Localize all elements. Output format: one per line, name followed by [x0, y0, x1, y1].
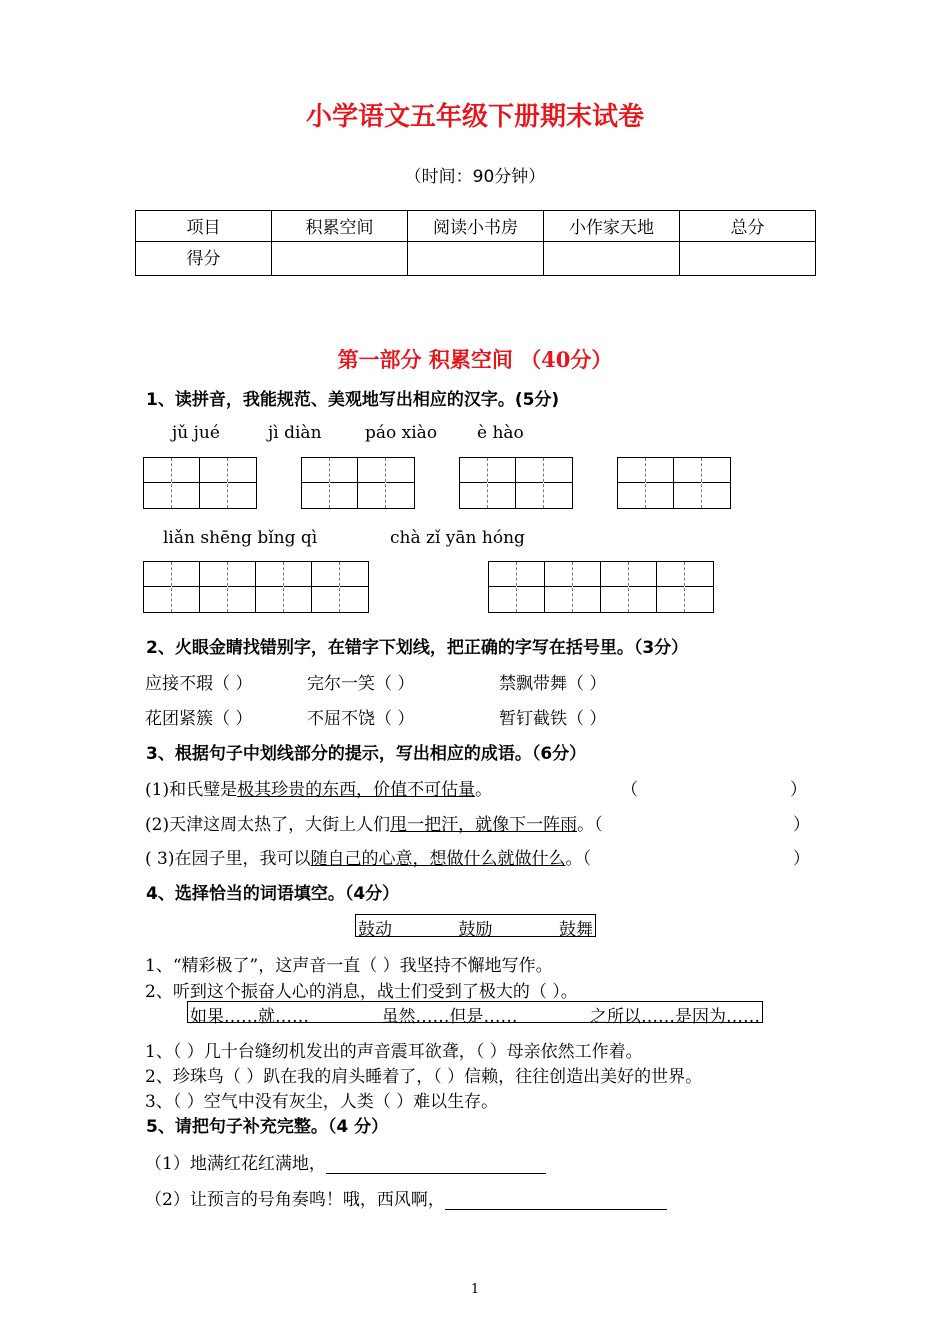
- word-option: 之所以……是因为……: [590, 1007, 760, 1027]
- q2-item: 暂钉截铁（ ）: [499, 709, 607, 729]
- q4-sentence: 1、“精彩极了”，这声音一直（ ）我坚持不懈地写作。: [145, 956, 553, 976]
- score-cell[interactable]: [544, 242, 680, 276]
- score-row-label: 得分: [136, 242, 272, 276]
- q2-title: 2、火眼金睛找错别字，在错字下划线，把正确的字写在括号里。（3分）: [146, 638, 689, 658]
- q3-text: ( 3)在园子里，我可以: [145, 849, 311, 869]
- q4-sentence: 2、珍珠鸟（ ）趴在我的肩头睡着了，（ ）信赖，往往创造出美好的世界。: [145, 1067, 703, 1087]
- q3-text: (2)天津这周太热了，大街上人们: [145, 815, 391, 835]
- q4-sentence: 3、（ ）空气中没有灰尘，人类（ ）难以生存。: [145, 1092, 499, 1112]
- q2-item: 花团紧簇（ ）: [145, 709, 253, 729]
- writing-grid[interactable]: [143, 561, 369, 613]
- q3-underlined: 甩一把汗，就像下一阵雨: [390, 815, 578, 835]
- q5-title: 5、请把句子补充完整。（4 分）: [146, 1117, 389, 1137]
- q4-sentence: 2、听到这个振奋人心的消息，战士们受到了极大的（ ）。: [145, 982, 578, 1002]
- q3-text: 。: [475, 780, 493, 800]
- q5-text: （1）地满红花红满地，: [145, 1154, 326, 1174]
- answer-blank[interactable]: [445, 1191, 667, 1210]
- pinyin: liǎn shēng bǐng qì: [163, 528, 318, 548]
- q3-title: 3、根据句子中划线部分的提示，写出相应的成语。（6分）: [146, 744, 587, 764]
- pinyin: páo xiào: [365, 423, 438, 443]
- q3-sentence: [145, 775, 492, 800]
- writing-grid[interactable]: [459, 457, 573, 509]
- word-option: 鼓励: [458, 920, 493, 940]
- pinyin: jì diàn: [268, 423, 322, 443]
- score-cell[interactable]: [680, 242, 816, 276]
- writing-grid[interactable]: [301, 457, 415, 509]
- exam-time: （时间：90分钟）: [404, 167, 546, 187]
- q3-underlined: 随自己的心意，想做什么就做什么: [310, 849, 566, 869]
- score-header: 总分: [680, 211, 816, 242]
- word-option: 鼓舞: [559, 920, 593, 940]
- q3-sentence: [145, 810, 603, 835]
- writing-grid[interactable]: [617, 457, 731, 509]
- answer-paren-open: （: [594, 815, 603, 835]
- exam-title: 小学语文五年级下册期末试卷: [305, 102, 644, 132]
- pinyin: chà zǐ yān hóng: [390, 528, 525, 548]
- score-header: 阅读小书房: [408, 211, 544, 242]
- score-cell[interactable]: [408, 242, 544, 276]
- q3-text: (1)和氏璧是: [145, 780, 238, 800]
- score-header: 积累空间: [272, 211, 408, 242]
- q3-text: 。: [565, 849, 583, 869]
- score-table: [135, 210, 816, 276]
- answer-paren-open: （: [582, 849, 591, 869]
- pinyin: jǔ jué: [172, 423, 220, 443]
- word-option: 鼓动: [358, 920, 392, 940]
- q5-sentence: [145, 1149, 546, 1174]
- word-option: 如果……就……: [190, 1007, 309, 1027]
- q3-sentence: [145, 844, 591, 869]
- q3-text: 。: [577, 815, 595, 835]
- score-header: 项目: [136, 211, 272, 242]
- q2-item: 应接不瑕（ ）: [145, 674, 253, 694]
- q4-title: 4、选择恰当的词语填空。（4分）: [146, 884, 400, 904]
- pinyin: è hào: [477, 423, 524, 443]
- page-number: 1: [470, 1282, 480, 1297]
- answer-paren-close: ）: [790, 780, 807, 800]
- word-option: 虽然……但是……: [381, 1007, 518, 1027]
- part1-title: 第一部分 积累空间 （40分）: [337, 347, 613, 372]
- q2-item: 禁飘带舞（ ）: [499, 674, 607, 694]
- q3-underlined: 极其珍贵的东西，价值不可估量: [237, 780, 476, 800]
- answer-paren-open: （: [621, 780, 638, 800]
- writing-grid[interactable]: [488, 561, 714, 613]
- word-choice-box: [187, 1001, 763, 1027]
- q5-sentence: [145, 1185, 667, 1210]
- q1-title: 1、读拼音，我能规范、美观地写出相应的汉字。(5分): [146, 390, 560, 410]
- answer-blank[interactable]: [326, 1155, 546, 1174]
- score-cell[interactable]: [272, 242, 408, 276]
- q5-text: （2）让预言的号角奏鸣！哦，西风啊，: [145, 1190, 445, 1210]
- writing-grid[interactable]: [143, 457, 257, 509]
- word-choice-box: [355, 914, 596, 940]
- score-header: 小作家天地: [544, 211, 680, 242]
- answer-paren-close: ）: [793, 815, 810, 835]
- q4-sentence: 1、（ ）几十台缝纫机发出的声音震耳欲聋，（ ）母亲依然工作着。: [145, 1042, 643, 1062]
- q2-item: 完尔一笑（ ）: [307, 674, 415, 694]
- q2-item: 不屈不饶（ ）: [307, 709, 415, 729]
- answer-paren-close: ）: [793, 849, 810, 869]
